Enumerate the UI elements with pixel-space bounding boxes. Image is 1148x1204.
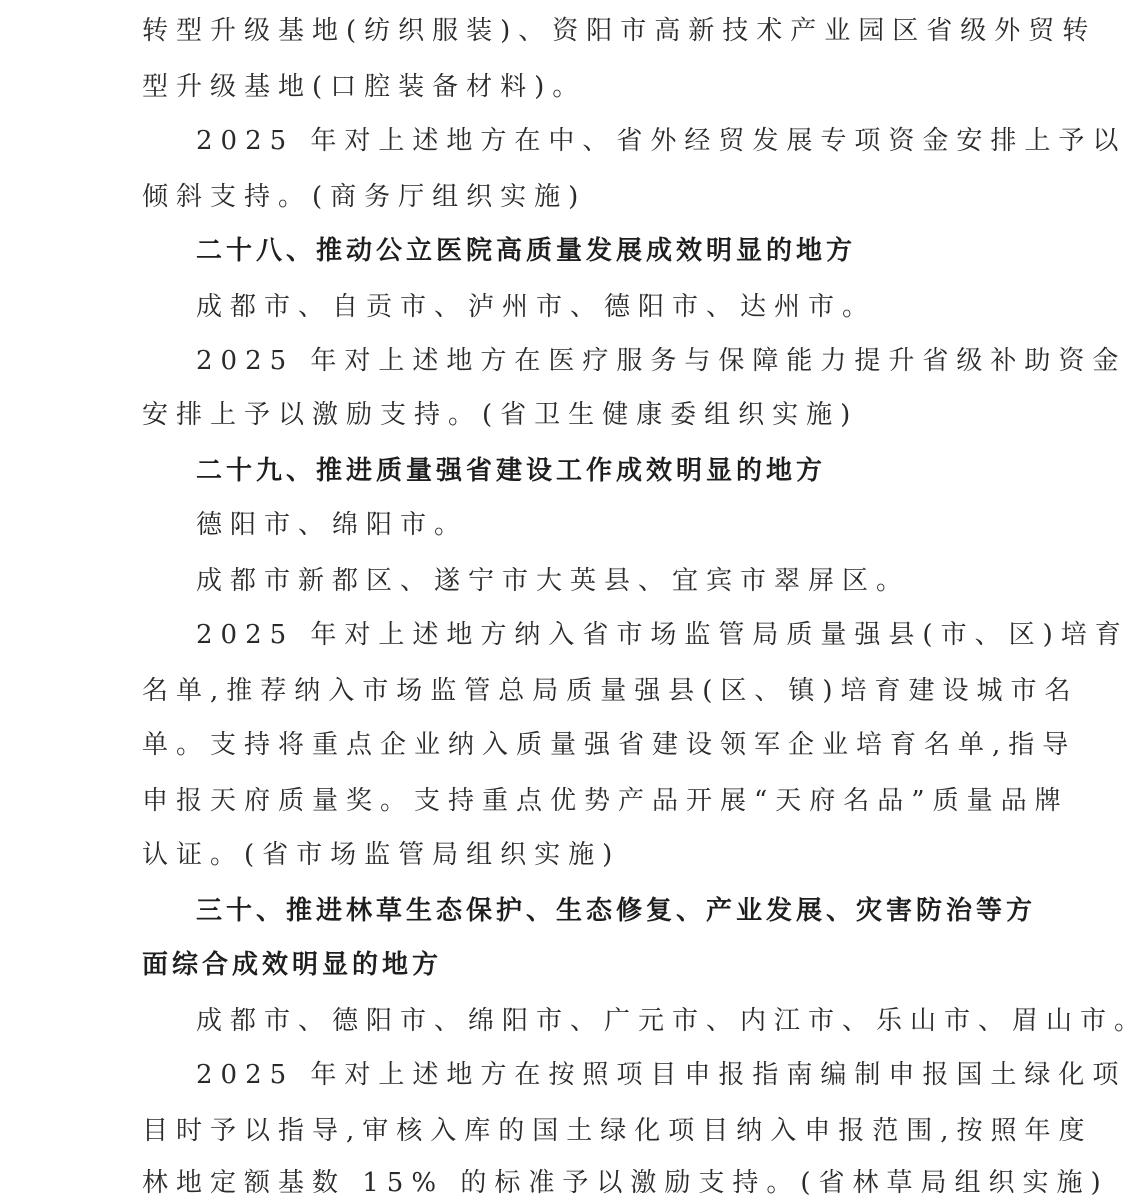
text-line: 2025 年对上述地方在医疗服务与保障能力提升省级补助资金 xyxy=(196,346,1127,376)
text-line: 目时予以指导,审核入库的国土绿化项目纳入申报范围,按照年度 xyxy=(142,1116,1093,1146)
text-line: 型升级基地(口腔装备材料)。 xyxy=(142,72,587,102)
text-line: 2025 年对上述地方在中、省外经贸发展专项资金安排上予以 xyxy=(196,126,1127,156)
text-line: 倾斜支持。(商务厅组织实施) xyxy=(142,182,587,212)
text-line: 德阳市、绵阳市。 xyxy=(196,510,469,540)
section-heading-28: 二十八、推动公立医院高质量发展成效明显的地方 xyxy=(196,236,857,266)
section-heading-29: 二十九、推进质量强省建设工作成效明显的地方 xyxy=(196,456,827,486)
text-line: 申报天府质量奖。支持重点优势产品开展“天府名品”质量品牌 xyxy=(142,786,1069,816)
text-line: 2025 年对上述地方纳入省市场监管局质量强县(市、区)培育 xyxy=(196,620,1129,650)
text-line: 成都市新都区、遂宁市大英县、宜宾市翠屏区。 xyxy=(196,566,911,596)
text-line: 林地定额基数 15% 的标准予以激励支持。(省林草局组织实施) xyxy=(142,1168,1109,1198)
text-line: 名单,推荐纳入市场监管总局质量强县(区、镇)培育建设城市名 xyxy=(142,676,1079,706)
text-line: 2025 年对上述地方在按照项目申报指南编制申报国土绿化项 xyxy=(196,1060,1127,1090)
text-line: 认证。(省市场监管局组织实施) xyxy=(142,840,621,870)
text-line: 成都市、德阳市、绵阳市、广元市、内江市、乐山市、眉山市。 xyxy=(196,1006,1148,1036)
text-line: 成都市、自贡市、泸州市、德阳市、达州市。 xyxy=(196,292,877,322)
text-line: 转型升级基地(纺织服装)、资阳市高新技术产业园区省级外贸转 xyxy=(142,16,1097,46)
section-heading-30-cont: 面综合成效明显的地方 xyxy=(142,950,443,980)
text-line: 单。支持将重点企业纳入质量强省建设领军企业培育名单,指导 xyxy=(142,730,1077,760)
section-heading-30: 三十、推进林草生态保护、生态修复、产业发展、灾害防治等方 xyxy=(196,896,1037,926)
text-line: 安排上予以激励支持。(省卫生健康委组织实施) xyxy=(142,400,859,430)
